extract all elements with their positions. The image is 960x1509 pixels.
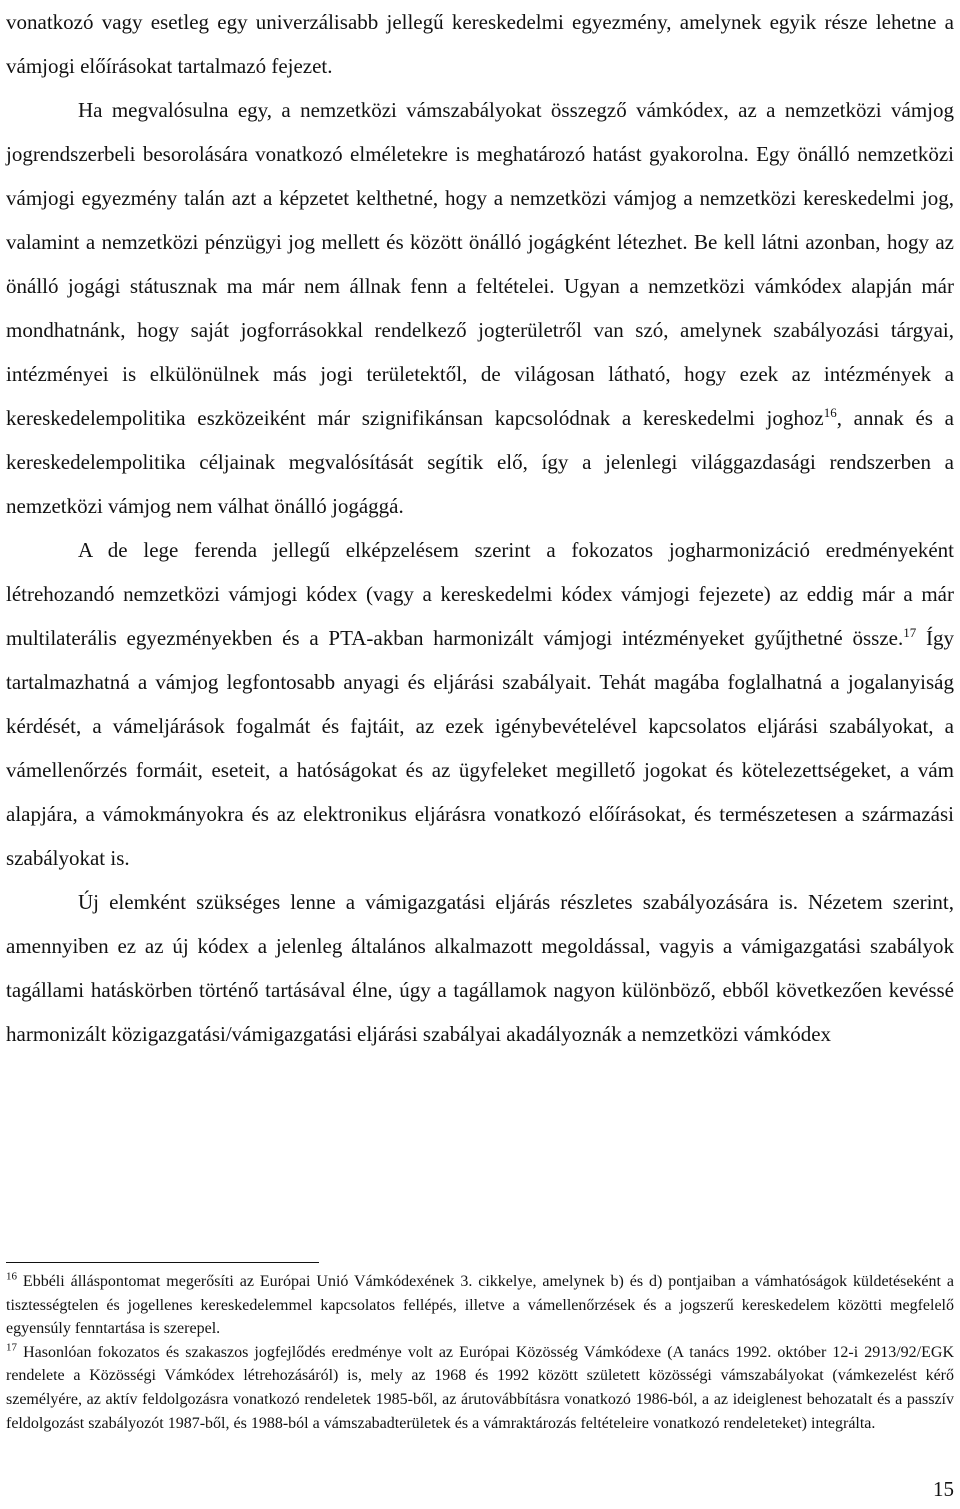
paragraph-text: Ha megvalósulna egy, a nemzetközi vámszabályokat összegző vámkódex, az a nemzetközi vámjog jogrendszerbeli besorolására vonatkozó elméletekre is meghatározó hatást gyakorolna. Egy önálló nemzetközi vámjogi egyezmény talán azt a képzetet kelthetné, hogy a nemzetközi vámjog a nemzetközi kereskedelmi jog, valamint a nemzetközi pénzügyi jog mellett és között önálló jogágként létezhet. Be kell látni azonban, hogy az önálló jogági státusznak ma már nem állnak fenn a feltételei. Ugyan a nemzetközi vámkódex alapján már mondhatnánk, hogy saját jogforrásokkal rendelkező jogterületről van szó, amelynek szabályozási tárgyai, intézményei is elkülönülnek más jogi területektől, de világosan látható, hogy ezek az intézmények a kereskedelempolitika eszközeiként már szignifikánsan kapcsolódnak a kereskedelmi joghoz: [6, 98, 954, 430]
paragraph-text: A de lege ferenda jellegű elképzelésem szerint a fokozatos jogharmonizáció eredményeként létrehozandó nemzetközi vámjogi kódex (vagy a kereskedelmi kódex vámjogi fejezete) az eddig már a már multilaterális egyezményekben és a PTA-akban harmonizált vámjogi intézményeket gyűjthetné össze.: [6, 538, 954, 650]
paragraph-text: Így tartalmazhatná a vámjog legfontosabb anyagi és eljárási szabályait. Tehát magába foglalhatná a jogalanyiság kérdését, a vámeljárások fogalmát és fajtáit, az ezek igénybevételével kapcsolatos eljárási szabályokat, a vámellenőrzés formáit, eseteit, a hatóságokat és az ügyfeleket megillető jogokat és kötelezettségeket, a vám alapjára, a vámokmányokra és az elektronikus eljárásra vonatkozó előírásokat, és természetesen a származási szabályokat is.: [6, 626, 954, 870]
footnote-ref-17[interactable]: 17: [903, 625, 917, 640]
page-number: 15: [933, 1477, 954, 1501]
footnote: [6, 1341, 954, 1435]
footnote-text: Ebbéli álláspontomat megerősíti az Európai Unió Vámkódexének 3. cikkelye, amelynek b) és d) pontjaiban a vámhatóságok küldetéseként a tisztességtelen és jogellenes kereskedelemmel kapcsolatos fellépés, illetve a vámellenőrzések és a jogszerű kereskedelem közötti megfelelő egyensúly fenntartása is szerepel.: [6, 1273, 954, 1338]
footnote-number: 16: [6, 1270, 17, 1283]
paragraph-text: vonatkozó vagy esetleg egy univerzálisabb jellegű kereskedelmi egyezmény, amelynek egyik része lehetne a vámjogi előírásokat tartalmazó fejezet.: [6, 10, 954, 78]
footnote-number: 17: [6, 1341, 17, 1354]
paragraph-continued: [6, 0, 954, 88]
footnote-separator: [6, 1262, 319, 1263]
paragraph: [6, 88, 954, 528]
footnotes: [6, 1270, 954, 1435]
paragraph: [6, 880, 954, 1056]
body-text: [6, 0, 954, 1056]
paragraph-text: Új elemként szükséges lenne a vámigazgatási eljárás részletes szabályozására is. Nézetem szerint, amennyiben ez az új kódex a jelenleg általános alkalmazott megoldással, vagyis a vámigazgatási szabályok tagállami hatáskörben történő tartásával élne, úgy a tagállamok nagyon különböző, ebből következően kevéssé harmonizált közigazgatási/vámigazgatási eljárási szabályai akadályoznák a nemzetközi vámkódex: [6, 890, 954, 1046]
paragraph-text: , annak és a kereskedelempolitika céljainak megvalósítását segítik elő, így a jelenlegi világgazdasági rendszerben a nemzetközi vámjog nem válhat önálló jogággá.: [6, 406, 954, 518]
paragraph: [6, 528, 954, 880]
footnote-ref-16[interactable]: 16: [823, 405, 837, 420]
footnote: [6, 1270, 954, 1341]
footnote-text: Hasonlóan fokozatos és szakaszos jogfejlődés eredménye volt az Európai Közösség Vámkódexe (A tanács 1992. október 12-i 2913/92/EGK rendelete a Közösségi Vámkódex létrehozásáról) is, mely az 1968 és 1992 között született közösségi vámszabályokat (vámkezelést kérő személyére, az aktív feldolgozásra vonatkozó rendeletek 1985-ből, az árutovábbításra vonatkozó 1986-ból, a az ideiglenest behozatalt és a passzív feldolgozást szabályozót 1987-ből, és 1988-ból a vámszabadterületek és a vámraktározás feltételeire vonatkozó rendeleteket) integrálta.: [6, 1343, 954, 1432]
